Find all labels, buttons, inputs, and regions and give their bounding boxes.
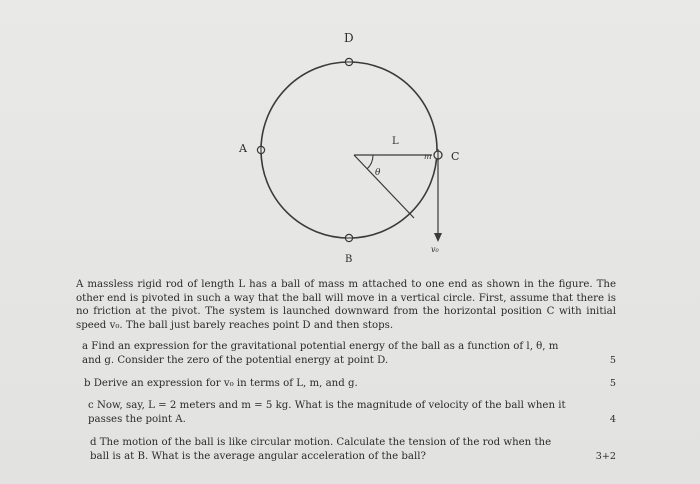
point-a-marker (257, 144, 264, 156)
question-c-points: 4 (609, 413, 616, 425)
label-c: C (451, 150, 460, 163)
question-c-text: c Now, say, L = 2 meters and m = 5 kg. What is the magnitude of velocity of the ball when it passes the point A. (88, 400, 566, 425)
question-a-points: 5 (609, 354, 616, 366)
question-b-text: b Derive an expression for v₀ in terms of L, m, and g. (84, 377, 358, 389)
question-b-points: 5 (609, 377, 616, 389)
label-d: D (344, 31, 354, 45)
velocity-arrow-head (434, 233, 442, 242)
question-c (88, 399, 616, 426)
ball-at-c-marker (434, 149, 442, 161)
question-d (90, 436, 616, 463)
problem-text (76, 278, 616, 464)
question-d-points: 3+2 (595, 450, 616, 462)
label-mass: m (424, 152, 432, 161)
question-b (84, 377, 616, 391)
point-d-marker (343, 58, 355, 65)
label-a: A (239, 142, 247, 155)
angled-rod (354, 155, 414, 218)
question-a (82, 340, 616, 367)
problem-intro: A massless rigid rod of length L has a ball of mass m attached to one end as shown in the figure. The other end is pivoted in such a way that the ball will move in a vertical circle. First, assume that there is no friction at the pivot. The system is launched downward from the horizontal position C with initial speed v₀. The ball just barely reaches point D and then stops. (76, 279, 616, 331)
vertical-circle-path (261, 62, 437, 238)
question-a-text: a Find an expression for the gravitational potential energy of the ball as a function of l, θ, m and g. Consider the zero of the potential energy at point D. (82, 341, 559, 366)
label-rod-length: L (392, 136, 399, 147)
angle-arc (367, 155, 373, 169)
label-angle: θ (375, 168, 381, 178)
question-d-text: d The motion of the ball is like circular motion. Calculate the tension of the rod when the ball is at B. What is the average angular acceleration of the ball? (90, 437, 552, 462)
point-b-marker (343, 234, 355, 241)
label-b: B (345, 254, 353, 265)
label-initial-speed: v₀ (431, 245, 439, 254)
